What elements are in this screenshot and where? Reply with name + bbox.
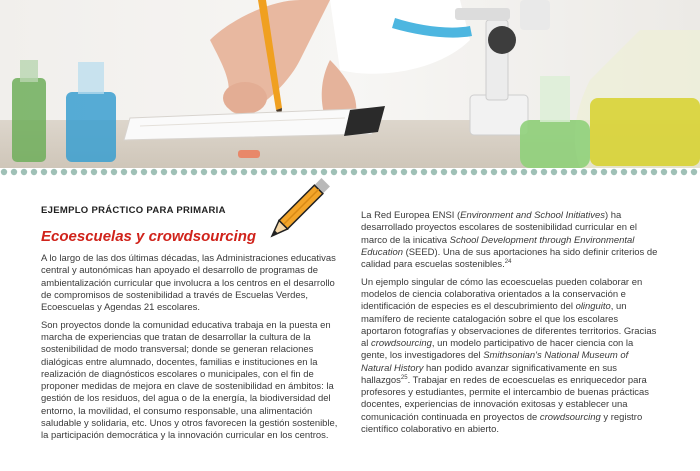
left-paragraph-2: Son proyectos donde la comunidad educativa trabaja en la puesta en marcha de experiencias que tratan de desarrollar la cultura de la sostenibilidad de modo transversal; donde se generan relaciones dialógicas entre alumnado, docentes, familias e instituciones en la realización de diagnósticos escolares o municipales, con el fin de proponer medidas de mejora en clave de sostenibilidad en ámbitos: la gestión de los residuos, del agua o de la energía, la biodiversidad del entorno, la movilidad, el consumo responsable, una alimentación saludable y solidaria, etc. Unos y otros favorecen la gestión sostenible, la participación democrática y la innovación curricular en los centros.: [41, 319, 338, 441]
divider-dot: [201, 169, 207, 175]
divider-dot: [661, 169, 667, 175]
divider-dot: [131, 169, 137, 175]
divider-dot: [431, 169, 437, 175]
divider-dot: [101, 169, 107, 175]
divider-dot: [401, 169, 407, 175]
divider-dot: [211, 169, 217, 175]
divider-dot: [471, 169, 477, 175]
divider-dot: [521, 169, 527, 175]
header-photo: [0, 0, 700, 168]
divider-dot: [491, 169, 497, 175]
divider-dot: [571, 169, 577, 175]
divider-dot: [391, 169, 397, 175]
divider-dot: [151, 169, 157, 175]
divider-dot: [161, 169, 167, 175]
divider-dot: [81, 169, 87, 175]
divider-dot: [501, 169, 507, 175]
divider-dot: [11, 169, 17, 175]
divider-dot: [371, 169, 377, 175]
divider-dot: [181, 169, 187, 175]
divider-dot: [581, 169, 587, 175]
divider-dot: [361, 169, 367, 175]
divider-dot: [631, 169, 637, 175]
divider-dot: [611, 169, 617, 175]
divider-dot: [681, 169, 687, 175]
left-column: [41, 253, 343, 448]
divider-dot: [31, 169, 37, 175]
divider-dot: [341, 169, 347, 175]
section-title: Ecoescuelas y crowdsourcing: [41, 228, 257, 245]
divider-dot: [601, 169, 607, 175]
divider-dot: [481, 169, 487, 175]
divider-dot: [1, 169, 7, 175]
divider-dot: [91, 169, 97, 175]
divider-dot: [511, 169, 517, 175]
eraser-image: [238, 150, 260, 158]
left-paragraph-1: A lo largo de las dos últimas décadas, las Administraciones educativas central y autonómicas han apoyado el desarrollo de programas de ambientalización curricular que involucra a los centros en el desarrollo de compromisos de sostenibilidad a través de Escuelas Verdes, Ecoescuelas y Agendas 21 escolares.: [41, 253, 336, 313]
divider-dot: [71, 169, 77, 175]
pencil-icon: [256, 172, 336, 257]
divider-dot: [221, 169, 227, 175]
right-paragraph-2: Un ejemplo singular de cómo las ecoescuelas pueden colaborar en modelos de ciencia colaborativa orientados a la conservación e identificación de especies es el descubrimiento del olinguito, un mamífero de reciente catalogación sobre el que los escolares aportaron fotografías y observaciones de diferentes territorios. Gracias al crowdsourcing, un modelo participativo de hacer ciencia con la gente, los investigadores del Smithsonian's National Museum of Natural History han podido avanzar significativamente en sus hallazgos$^{25}$. Trabajar en redes de ecoescuelas es enriquecedor para profesores y estudiantes, permite el intercambio de buenas prácticas docentes, experiencias de innovación exitosas y establecer una comunicación continuada en proyectos de crowdsourcing y registro científico colaborativo en abierto.: [361, 276, 657, 435]
divider-dot: [171, 169, 177, 175]
divider-dot: [111, 169, 117, 175]
divider-dot: [551, 169, 557, 175]
divider-dot: [541, 169, 547, 175]
divider-dot: [381, 169, 387, 175]
divider-dot: [51, 169, 57, 175]
divider-dot: [351, 169, 357, 175]
divider-dot: [191, 169, 197, 175]
divider-dot: [21, 169, 27, 175]
divider-dot: [531, 169, 537, 175]
divider-dot: [461, 169, 467, 175]
right-column: [361, 210, 661, 442]
divider-dot: [621, 169, 627, 175]
divider-dot: [441, 169, 447, 175]
divider-dot: [691, 169, 697, 175]
right-paragraph-1: La Red Europea ENSI (Environment and School Initiatives) ha desarrollado proyectos escolares de sostenibilidad curricular en el marco de la inicativa School Development through Environmental Education (SEED). Una de sus aportaciones ha sido definir criterios de calidad para escuelas sostenibles.$^{24}$: [361, 210, 658, 270]
divider-dot: [421, 169, 427, 175]
divider-dot: [451, 169, 457, 175]
divider-dot: [671, 169, 677, 175]
divider-dot: [121, 169, 127, 175]
divider-dot: [591, 169, 597, 175]
divider-dot: [61, 169, 67, 175]
divider-dot: [561, 169, 567, 175]
divider-dot: [241, 169, 247, 175]
divider-dot: [411, 169, 417, 175]
section-kicker: EJEMPLO PRÁCTICO PARA PRIMARIA: [41, 205, 226, 216]
divider-dot: [641, 169, 647, 175]
divider-dot: [651, 169, 657, 175]
divider-dot: [231, 169, 237, 175]
divider-dot: [41, 169, 47, 175]
divider-dot: [141, 169, 147, 175]
dotted-divider: [0, 165, 700, 177]
